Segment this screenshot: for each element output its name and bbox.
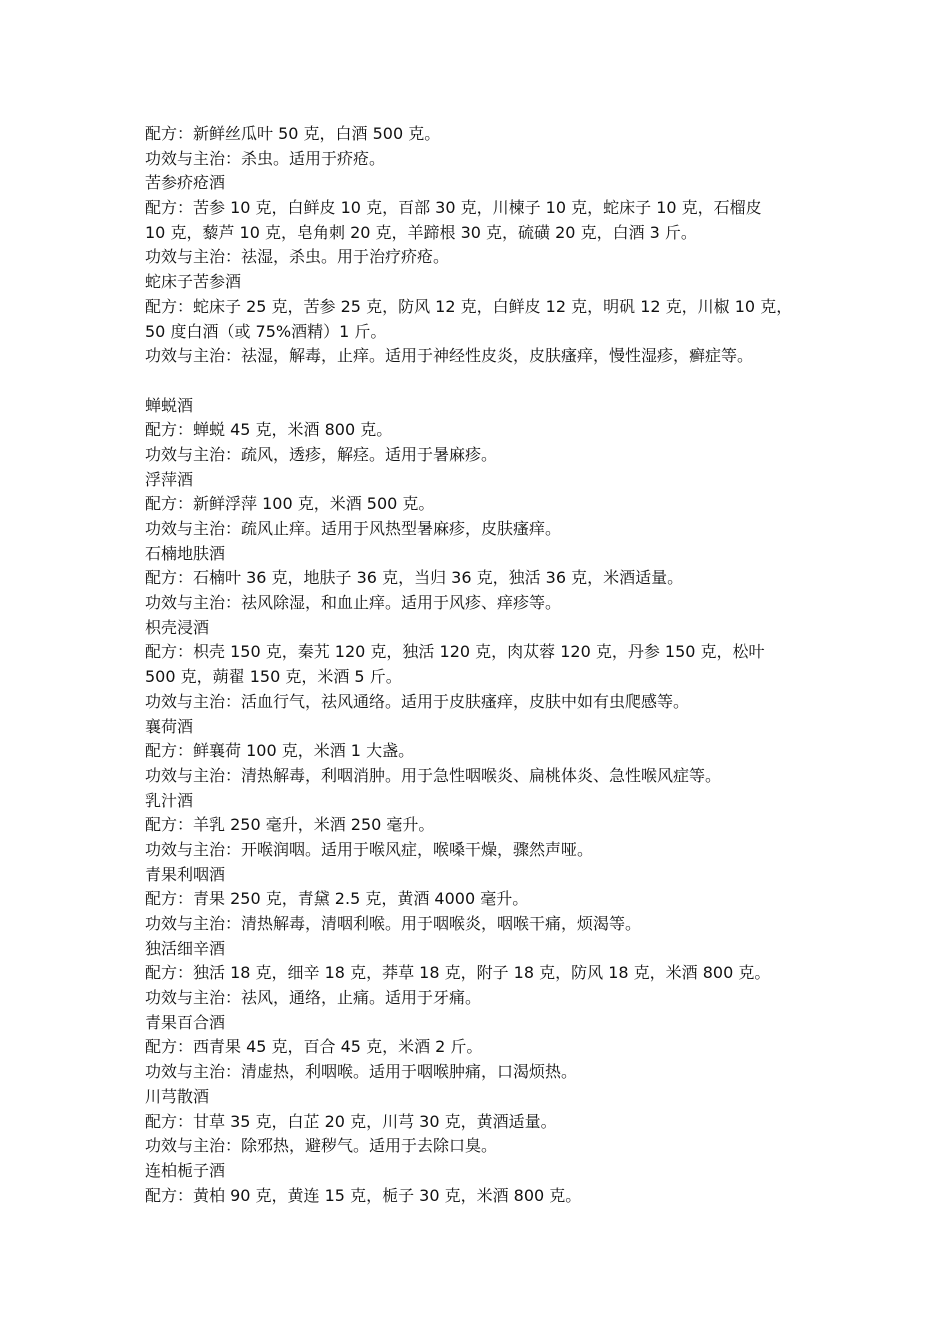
recipe-title: 枳壳浸酒 — [145, 617, 210, 637]
text-line: 配方：鲜襄荷 100 克，米酒 1 大盏。 — [145, 741, 415, 761]
text-line: 配方：西青果 45 克，百合 45 克，米酒 2 斤。 — [145, 1037, 483, 1057]
recipe-title: 青果百合酒 — [145, 1012, 226, 1032]
text-line: 配方：蛇床子 25 克，苦参 25 克，防风 12 克，白鲜皮 12 克，明矾 12 克，川椒 10 克， — [145, 296, 793, 316]
text-line: 配方：黄柏 90 克，黄连 15 克，栀子 30 克，米酒 800 克。 — [145, 1185, 582, 1205]
text-line: 功效与主治：清热解毒，利咽消肿。用于急性咽喉炎、扁桃体炎、急性喉风症等。 — [145, 765, 722, 785]
text-line: 10 克，藜芦 10 克，皂角刺 20 克，羊蹄根 30 克，硫磺 20 克，白酒 3 斤。 — [145, 222, 697, 242]
text-line: 功效与主治：清热解毒，清咽利喉。用于咽喉炎，咽喉干痛，烦渴等。 — [145, 914, 642, 933]
recipe-title: 蛇床子苦参酒 — [145, 272, 242, 292]
recipe-title: 连柏栀子酒 — [145, 1160, 226, 1180]
text-line: 配方：羊乳 250 毫升，米酒 250 毫升。 — [145, 815, 435, 835]
text-line: 功效与主治：祛湿，杀虫。用于治疗疥疮。 — [145, 247, 450, 267]
text-line: 功效与主治：除邪热，避秽气。适用于去除口臭。 — [145, 1136, 498, 1156]
recipe-title: 石楠地肤酒 — [145, 543, 226, 563]
text-line: 配方：青果 250 克，青黛 2.5 克，黄酒 4000 毫升。 — [145, 889, 529, 909]
document-page — [145, 122, 835, 1208]
recipe-title: 独活细辛酒 — [145, 938, 226, 958]
recipe-title: 乳汁酒 — [145, 790, 194, 810]
text-line: 功效与主治：开喉润咽。适用于喉风症，喉嗓干燥，骤然声哑。 — [145, 839, 594, 859]
text-line: 功效与主治：疏风，透疹，解痉。适用于暑麻疹。 — [145, 444, 498, 464]
text-line: 配方：甘草 35 克，白芷 20 克，川芎 30 克，黄酒适量。 — [145, 1111, 557, 1131]
text-line: 功效与主治：祛风除湿，和血止痒。适用于风疹、痒疹等。 — [145, 593, 562, 613]
recipe-title: 川芎散酒 — [145, 1086, 210, 1106]
text-line: 功效与主治：祛湿，解毒，止痒。适用于神经性皮炎，皮肤瘙痒，慢性湿疹，癣症等。 — [145, 346, 754, 366]
text-line: 500 克，蒴翟 150 克，米酒 5 斤。 — [145, 667, 402, 687]
text-line: 功效与主治：祛风，通络，止痛。适用于牙痛。 — [145, 988, 482, 1008]
blank-line — [145, 369, 835, 394]
text-line: 配方：新鲜浮萍 100 克，米酒 500 克。 — [145, 494, 435, 514]
text-line: 配方：苦参 10 克，白鲜皮 10 克，百部 30 克，川楝子 10 克，蛇床子 10 克，石榴皮 — [145, 198, 762, 218]
recipe-title: 青果利咽酒 — [145, 864, 226, 884]
text-line: 配方：独活 18 克，细辛 18 克，莽草 18 克，附子 18 克，防风 18 克，米酒 800 克。 — [145, 963, 771, 983]
recipe-title: 浮萍酒 — [145, 469, 194, 489]
text-line: 功效与主治：活血行气，祛风通络。适用于皮肤瘙痒，皮肤中如有虫爬感等。 — [145, 691, 690, 711]
text-line: 功效与主治：清虚热，利咽喉。适用于咽喉肿痛，口渴烦热。 — [145, 1062, 578, 1082]
text-line: 配方：新鲜丝瓜叶 50 克，白酒 500 克。 — [145, 124, 441, 143]
text-line: 50 度白酒（或 75%酒精）1 斤。 — [145, 321, 387, 341]
recipe-title: 襄荷酒 — [145, 716, 194, 736]
recipe-title: 蝉蜕酒 — [145, 395, 194, 415]
text-line: 功效与主治：疏风止痒。适用于风热型暑麻疹，皮肤瘙痒。 — [145, 519, 562, 538]
text-line: 配方：枳壳 150 克，秦艽 120 克，独活 120 克，肉苁蓉 120 克，丹参 150 克，松叶 — [145, 642, 765, 662]
text-line: 配方：蝉蜕 45 克，米酒 800 克。 — [145, 420, 393, 440]
text-line: 功效与主治：杀虫。适用于疥疮。 — [145, 148, 386, 168]
text-line: 配方：石楠叶 36 克，地肤子 36 克，当归 36 克，独活 36 克，米酒适量。 — [145, 568, 684, 588]
recipe-title: 苦参疥疮酒 — [145, 173, 226, 193]
